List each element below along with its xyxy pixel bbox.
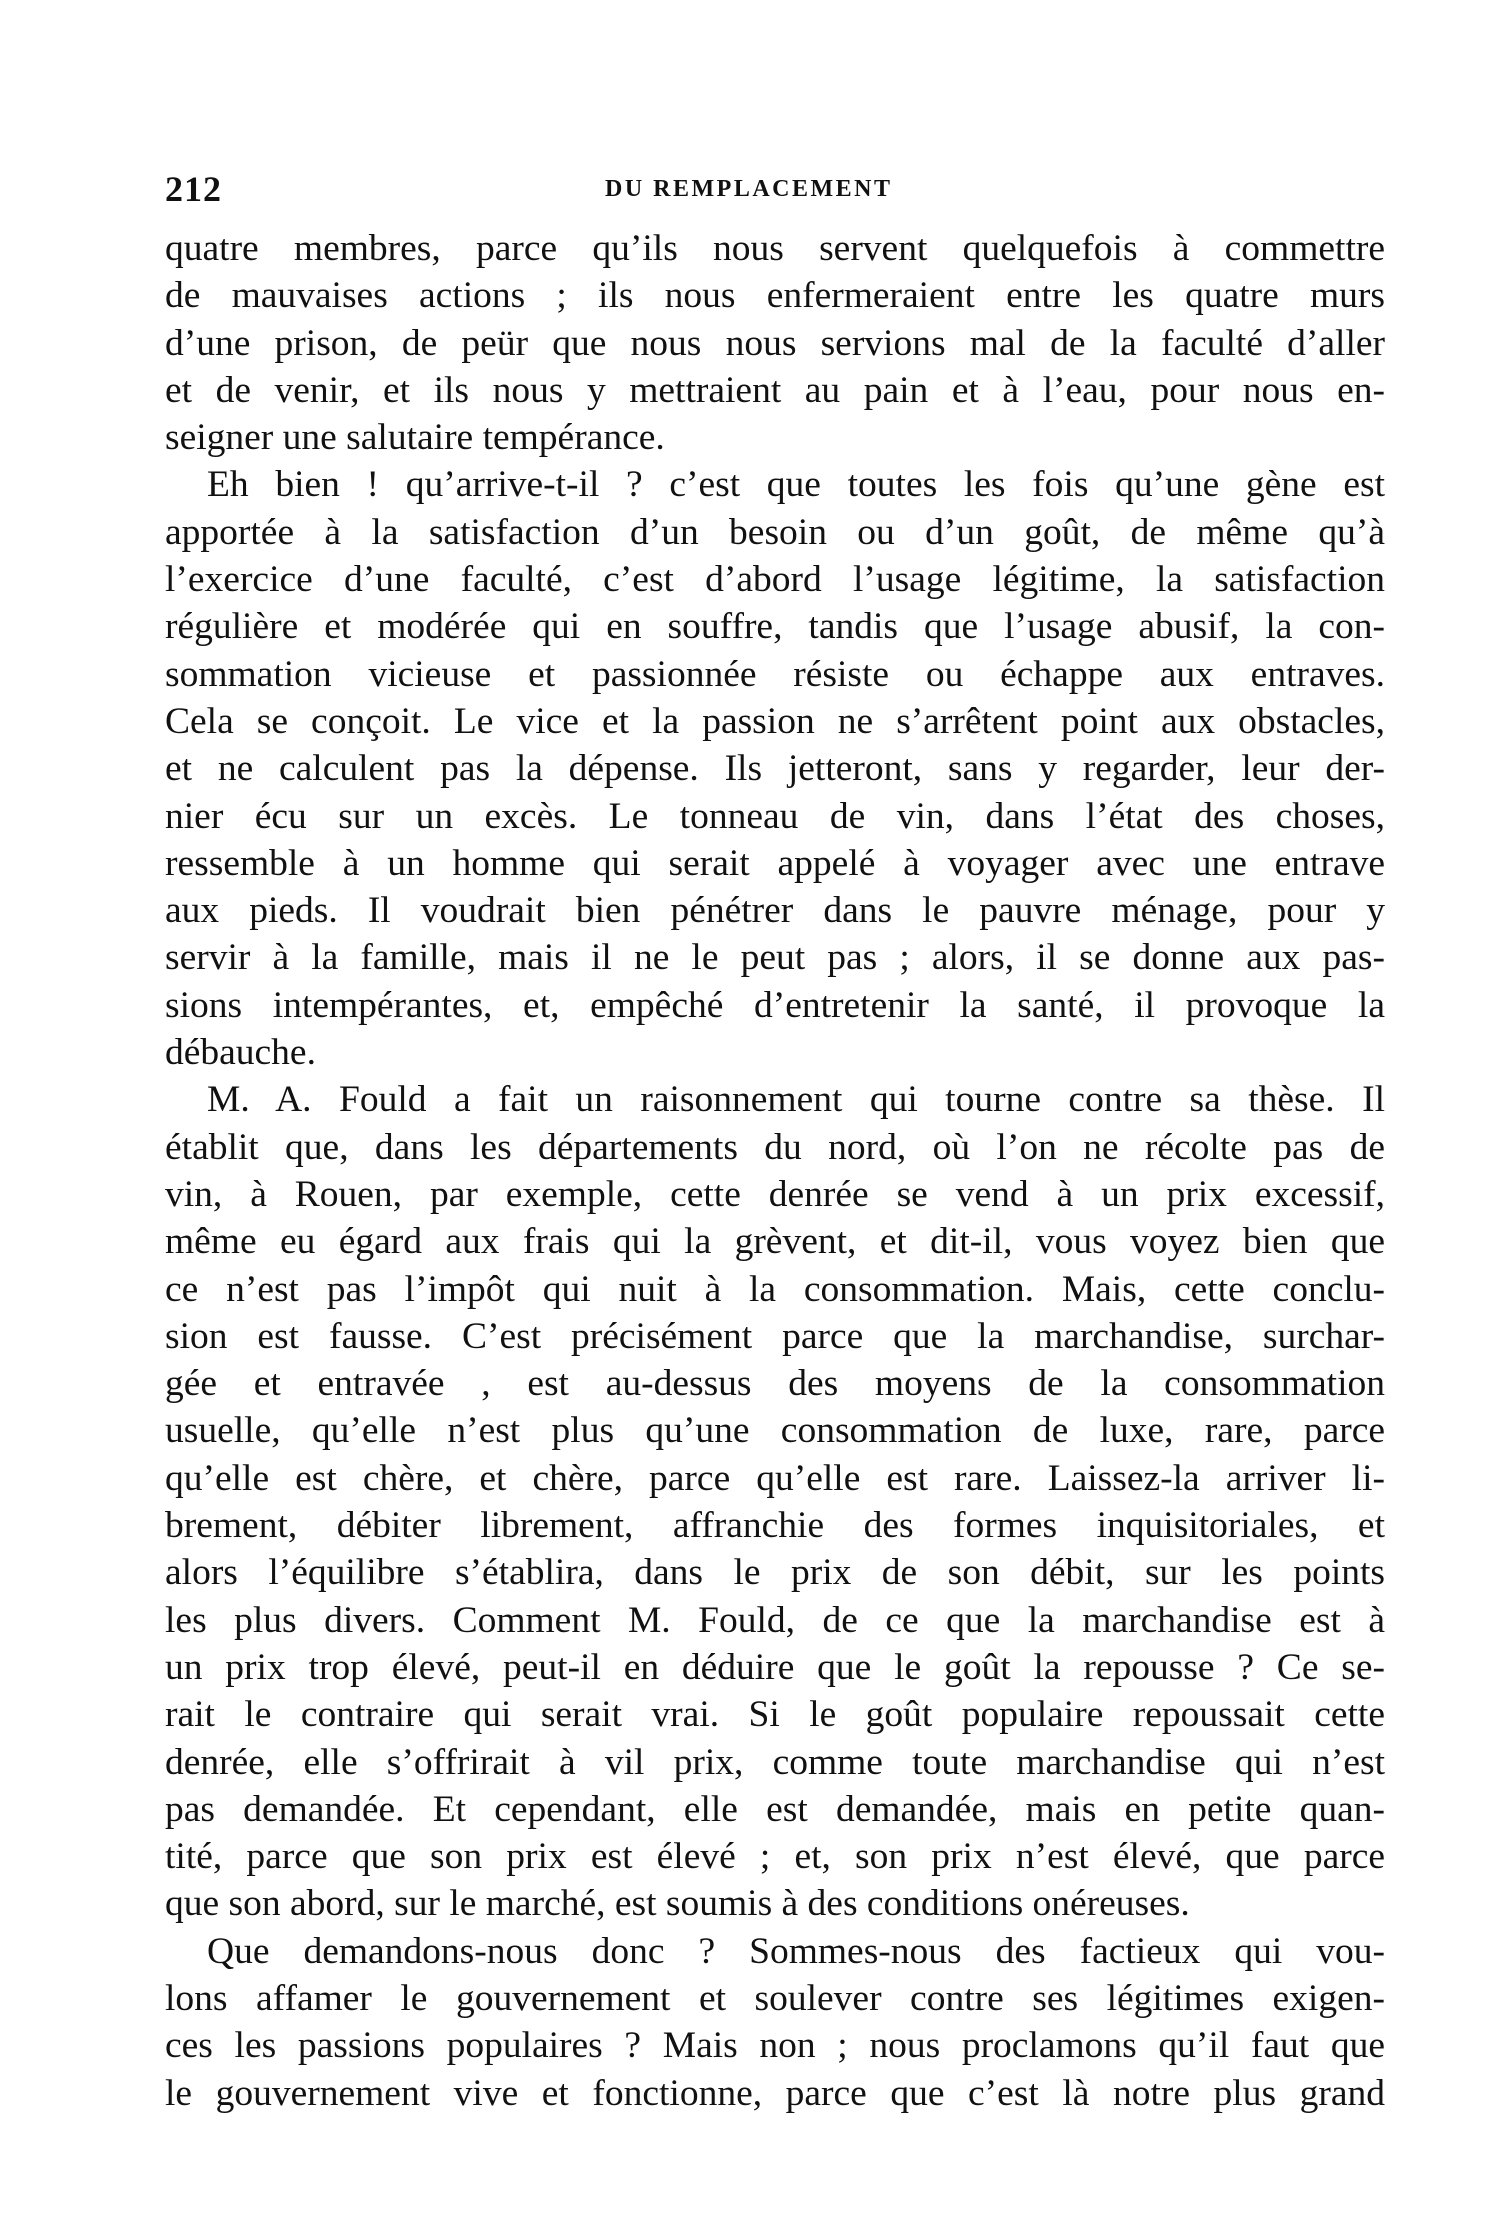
- page-header: [165, 168, 1365, 218]
- paragraph-start-line: Que demandons-nous donc ? Sommes-nous des factieux qui vou-: [207, 1930, 1385, 1972]
- text-line: denrée, elle s’offrirait à vil prix, comme toute marchandise qui n’est: [165, 1741, 1385, 1783]
- text-line: ces les passions populaires ? Mais non ; nous proclamons qu’il faut que: [165, 2025, 1385, 2067]
- text-line: que son abord, sur le marché, est soumis à des conditions onéreuses.: [165, 1883, 1190, 1925]
- text-line: quatre membres, parce qu’ils nous servent quelquefois à commettre: [165, 228, 1385, 269]
- text-line: servir à la famille, mais il ne le peut pas ; alors, il se donne aux pas-: [165, 937, 1385, 979]
- text-line: sommation vicieuse et passionnée résiste ou échappe aux entraves.: [165, 653, 1385, 695]
- running-title: DU REMPLACEMENT: [605, 176, 893, 202]
- text-line: vin, à Rouen, par exemple, cette denrée se vend à un prix excessif,: [165, 1173, 1385, 1215]
- text-line: établit que, dans les départements du nord, où l’on ne récolte pas de: [165, 1126, 1385, 1168]
- text-line: même eu égard aux frais qui la grèvent, et dit-il, vous voyez bien que: [165, 1221, 1385, 1263]
- text-line: un prix trop élevé, peut-il en déduire que le goût la repousse ? Ce se-: [165, 1646, 1385, 1688]
- text-line: seigner une salutaire tempérance.: [165, 417, 665, 459]
- paragraph-start-line: M. A. Fould a fait un raisonnement qui tourne contre sa thèse. Il: [207, 1079, 1385, 1121]
- text-line: sions intempérantes, et, empêché d’entretenir la santé, il provoque la: [165, 984, 1385, 1026]
- text-line: d’une prison, de peür que nous nous servions mal de la faculté d’aller: [165, 322, 1385, 364]
- text-line: le gouvernement vive et fonctionne, parce que c’est là notre plus grand: [165, 2072, 1385, 2114]
- text-line: alors l’équilibre s’établira, dans le prix de son débit, sur les points: [165, 1552, 1385, 1594]
- text-line: ressemble à un homme qui serait appelé à voyager avec une entrave: [165, 842, 1385, 884]
- text-line: et de venir, et ils nous y mettraient au pain et à l’eau, pour nous en-: [165, 369, 1385, 411]
- text-line: l’exercice d’une faculté, c’est d’abord l’usage légitime, la satisfaction: [165, 559, 1385, 601]
- paragraph-start-line: Eh bien ! qu’arrive-t-il ? c’est que toutes les fois qu’une gène est: [207, 464, 1385, 506]
- text-line: nier écu sur un excès. Le tonneau de vin, dans l’état des choses,: [165, 795, 1385, 837]
- text-line: Cela se conçoit. Le vice et la passion ne s’arrêtent point aux obstacles,: [165, 700, 1385, 742]
- text-line: usuelle, qu’elle n’est plus qu’une consommation de luxe, rare, parce: [165, 1410, 1385, 1452]
- text-line: lons affamer le gouvernement et soulever contre ses légitimes exigen-: [165, 1977, 1385, 2019]
- text-line: gée et entravée , est au-dessus des moyens de la consommation: [165, 1363, 1385, 1405]
- text-line: de mauvaises actions ; ils nous enfermeraient entre les quatre murs: [165, 275, 1385, 317]
- text-line: ce n’est pas l’impôt qui nuit à la consommation. Mais, cette conclu-: [165, 1268, 1385, 1310]
- text-line: aux pieds. Il voudrait bien pénétrer dans le pauvre ménage, pour y: [165, 890, 1385, 932]
- text-line: les plus divers. Comment M. Fould, de ce que la marchandise est à: [165, 1599, 1385, 1641]
- text-line: sion est fausse. C’est précisément parce que la marchandise, surchar-: [165, 1315, 1385, 1357]
- text-line: qu’elle est chère, et chère, parce qu’elle est rare. Laissez-la arriver li-: [165, 1457, 1385, 1499]
- text-line: rait le contraire qui serait vrai. Si le goût populaire repoussait cette: [165, 1694, 1385, 1736]
- body-text: [165, 225, 1385, 2117]
- text-line: pas demandée. Et cependant, elle est demandée, mais en petite quan-: [165, 1788, 1385, 1830]
- text-line: tité, parce que son prix est élevé ; et, son prix n’est élevé, que parce: [165, 1836, 1385, 1878]
- text-line: et ne calculent pas la dépense. Ils jetteront, sans y regarder, leur der-: [165, 748, 1385, 790]
- text-line: débauche.: [165, 1032, 316, 1074]
- text-line: régulière et modérée qui en souffre, tandis que l’usage abusif, la con-: [165, 606, 1385, 648]
- page-number: 212: [165, 169, 222, 209]
- text-line: brement, débiter librement, affranchie des formes inquisitoriales, et: [165, 1505, 1385, 1547]
- text-line: apportée à la satisfaction d’un besoin ou d’un goût, de même qu’à: [165, 511, 1385, 553]
